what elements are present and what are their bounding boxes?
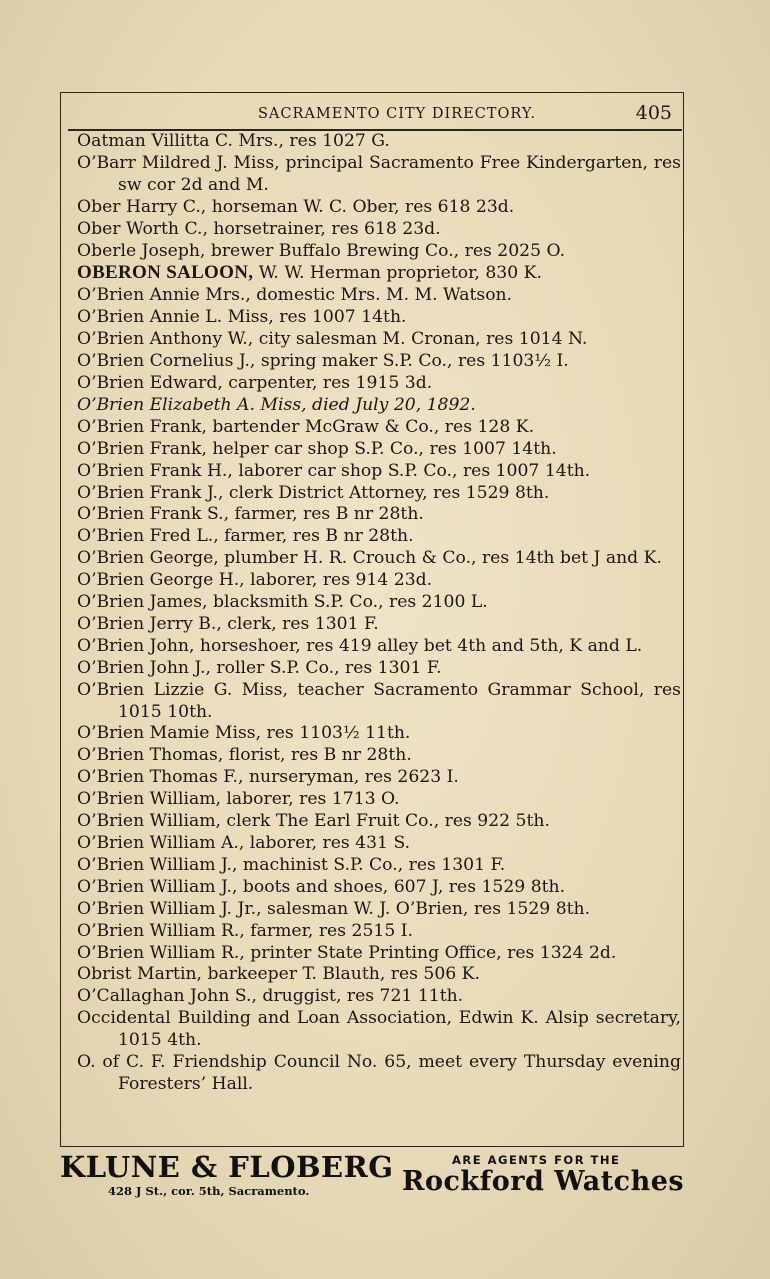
directory-entry: [77, 899, 681, 921]
advertiser-address: 428 J St., cor. 5th, Sacramento.: [108, 1184, 310, 1198]
entry-text: O’Brien Annie L. Miss, res 1007 14th.: [77, 307, 407, 328]
directory-entry: [77, 1052, 681, 1096]
directory-entry: [77, 197, 681, 219]
entry-text: O’Brien Lizzie G. Miss, teacher Sacramento Grammar School, res 1015 10th.: [77, 679, 681, 722]
entry-text: O’Brien William J. Jr., salesman W. J. O’Brien, res 1529 8th.: [77, 898, 591, 919]
directory-entry: [77, 1008, 681, 1052]
directory-entry: [77, 592, 681, 614]
entry-text: O. of C. F. Friendship Council No. 65, meet every Thursday evening Foresters’ Hall.: [77, 1052, 681, 1094]
entry-text: O’Brien William, laborer, res 1713 O.: [77, 789, 400, 810]
entry-text: Oberle Joseph, brewer Buffalo Brewing Co., res 2025 O.: [77, 240, 566, 261]
entry-text: O’Brien Frank J., clerk District Attorney, res 1529 8th.: [77, 482, 550, 503]
entry-text: O’Brien Anthony W., city salesman M. Cronan, res 1014 N.: [77, 329, 588, 350]
directory-entry: [77, 570, 681, 592]
entry-text: O’Brien Frank S., farmer, res B nr 28th.: [77, 504, 424, 525]
running-header: [60, 102, 682, 128]
directory-entry: [77, 461, 681, 483]
entry-text: O’Brien James, blacksmith S.P. Co., res 2100 L.: [77, 592, 488, 613]
directory-entry: [77, 877, 681, 899]
directory-entry: [77, 285, 681, 307]
entry-text: O’Brien George H., laborer, res 914 23d.: [77, 570, 433, 591]
directory-entry: [77, 504, 681, 526]
entry-text: Ober Worth C., horsetrainer, res 618 23d.: [77, 218, 441, 239]
entry-text: Occidental Building and Loan Association, Edwin K. Alsip secretary, 1015 4th.: [77, 1008, 681, 1051]
directory-entry: [77, 921, 681, 943]
entry-text: O’Brien Frank, helper car shop S.P. Co., res 1007 14th.: [77, 438, 557, 459]
directory-entry: [77, 723, 681, 745]
agents-tagline: ARE AGENTS FOR THE: [452, 1153, 621, 1167]
entry-text: O’Brien Cornelius J., spring maker S.P. Co., res 1103½ I.: [77, 351, 569, 372]
entry-text: O’Brien William R., printer State Printing Office, res 1324 2d.: [77, 942, 617, 963]
advertisement-footer: [60, 1148, 700, 1204]
entry-text: O’Brien William J., machinist S.P. Co., res 1301 F.: [77, 854, 506, 875]
directory-entry: [77, 767, 681, 789]
entry-text: O’Brien William J., boots and shoes, 607 J, res 1529 8th.: [77, 876, 566, 897]
directory-entry: [77, 307, 681, 329]
entry-text: O’Brien Fred L., farmer, res B nr 28th.: [77, 526, 414, 547]
entry-text: O’Brien Mamie Miss, res 1103½ 11th.: [77, 723, 411, 744]
directory-entry: [77, 153, 681, 197]
directory-entry: [77, 680, 681, 724]
directory-entry: [77, 241, 681, 263]
entry-text: O’Brien Elizabeth A. Miss, died July 20, 1892.: [77, 394, 476, 415]
entry-bold-name: OBERON SALOON,: [77, 262, 254, 284]
entry-text: O’Brien Annie Mrs., domestic Mrs. M. M. Watson.: [77, 285, 513, 306]
directory-entry: [77, 833, 681, 855]
directory-entry: [77, 526, 681, 548]
directory-entry: [77, 789, 681, 811]
directory-entry: [77, 395, 681, 417]
directory-entry: [77, 745, 681, 767]
entry-text: O’Brien Thomas F., nurseryman, res 2623 I.: [77, 767, 459, 788]
directory-entry: [77, 439, 681, 461]
directory-entry: [77, 811, 681, 833]
entry-text: O’Brien William R., farmer, res 2515 I.: [77, 920, 413, 941]
entry-text: O’Brien William, clerk The Earl Fruit Co., res 922 5th.: [77, 811, 550, 832]
directory-entry: [77, 329, 681, 351]
directory-entry: [77, 351, 681, 373]
entry-text: O’Barr Mildred J. Miss, principal Sacramento Free Kindergarten, res sw cor 2d and M.: [77, 152, 681, 195]
directory-entry: [77, 855, 681, 877]
entry-text: O’Brien Frank H., laborer car shop S.P. Co., res 1007 14th.: [77, 460, 591, 481]
entry-text: O’Brien George, plumber H. R. Crouch & Co., res 14th bet J and K.: [77, 548, 662, 569]
entry-text: W. W. Herman proprietor, 830 K.: [253, 263, 542, 284]
entry-text: Ober Harry C., horseman W. C. Ober, res 618 23d.: [77, 196, 515, 217]
entry-text: O’Brien John, horseshoer, res 419 alley bet 4th and 5th, K and L.: [77, 635, 643, 656]
directory-entry: [77, 373, 681, 395]
entry-text: O’Brien Thomas, florist, res B nr 28th.: [77, 745, 412, 766]
directory-entry: [77, 636, 681, 658]
directory-entry: [77, 964, 681, 986]
page-number: 405: [635, 102, 672, 124]
entry-text: Oatman Villitta C. Mrs., res 1027 G.: [77, 131, 390, 151]
directory-entry: [77, 262, 681, 285]
directory-entries: [77, 131, 681, 1096]
entry-text: O’Brien Frank, bartender McGraw & Co., res 128 K.: [77, 416, 535, 437]
entry-text: O’Callaghan John S., druggist, res 721 11th.: [77, 986, 464, 1007]
directory-entry: [77, 131, 681, 153]
entry-text: O’Brien Edward, carpenter, res 1915 3d.: [77, 372, 433, 393]
directory-entry: [77, 219, 681, 241]
directory-entry: [77, 548, 681, 570]
directory-title: SACRAMENTO CITY DIRECTORY.: [258, 106, 537, 122]
directory-entry: [77, 943, 681, 965]
watch-brand: Rockford Watches: [402, 1166, 685, 1197]
directory-entry: [77, 986, 681, 1008]
entry-text: O’Brien William A., laborer, res 431 S.: [77, 833, 411, 853]
entry-text: O’Brien John J., roller S.P. Co., res 1301 F.: [77, 657, 442, 678]
entry-text: O’Brien Jerry B., clerk, res 1301 F.: [77, 613, 379, 634]
directory-entry: [77, 614, 681, 636]
advertiser-name: KLUNE & FLOBERG: [60, 1150, 394, 1184]
directory-entry: [77, 483, 681, 505]
directory-entry: [77, 658, 681, 680]
entry-text: Obrist Martin, barkeeper T. Blauth, res 506 K.: [77, 964, 480, 985]
directory-entry: [77, 417, 681, 439]
